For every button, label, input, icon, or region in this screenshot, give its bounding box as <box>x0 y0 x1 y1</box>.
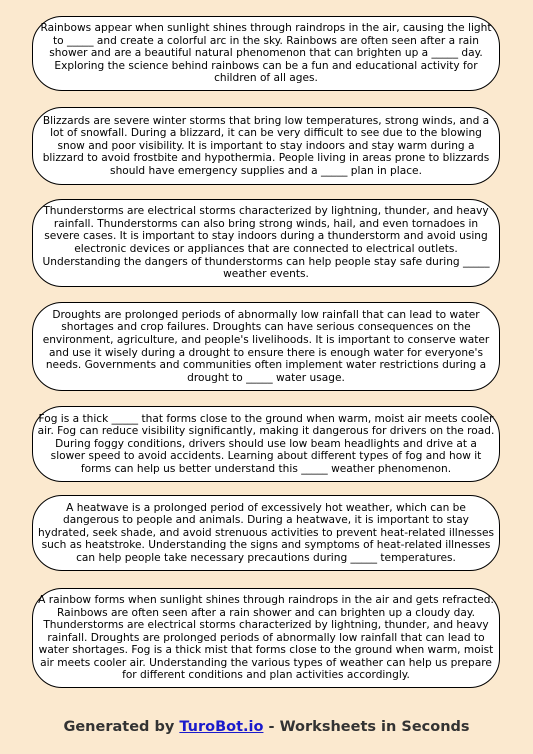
passage-text: Rainbows appear when sunlight shines through raindrops in the air, causing the light to _____ and create a colorful arc in the sky. Rainbows are often seen after a rain shower and are a beautiful natural phenomenon that can brighten up a _____ day. Exploring the science behind rainbows can be a fun and educational activity for children of all ages. <box>40 22 492 85</box>
passage-card-heatwave <box>32 495 500 571</box>
passage-text: A rainbow forms when sunlight shines through raindrops in the air and gets refracted. Rainbows are often seen after a rain shower and can brighten up a cloudy day. Thunderstorms are electrical storms characterized by lightning, thunder, and heavy rainfall. Droughts are prolonged periods of abnormally low rainfall that can lead to water shortages. Fog is a thick mist that forms close to the ground when warm, moist air meets cooler air. Understanding the various types of weather can help us prepare for different conditions and plan activities accordingly. <box>38 593 494 682</box>
passage-text: Blizzards are severe winter storms that bring low temperatures, strong winds, and a lot of snowfall. During a blizzard, it can be very difficult to see due to the blowing snow and poor visibility. It is important to stay indoors and stay warm during a blizzard to avoid frostbite and hypothermia. People living in areas prone to blizzards should have emergency supplies and a _____ plan in place. <box>42 114 490 177</box>
passage-card-summary <box>32 588 500 688</box>
footer-credit <box>0 719 533 735</box>
passage-text: Thunderstorms are electrical storms characterized by lightning, thunder, and heavy rainfall. Thunderstorms can also bring strong winds, hail, and even tornadoes in severe cases. It is important to stay indoors during a thunderstorm and avoid using electronic devices or appliances that are connected to electrical outlets. Understanding the dangers of thunderstorms can help people stay safe during _____ weather events. <box>42 205 490 281</box>
passage-card-rainbows <box>32 16 500 91</box>
turobot-link[interactable]: TuroBot.io <box>179 719 264 735</box>
passage-card-blizzards <box>32 107 500 185</box>
passage-text: Fog is a thick _____ that forms close to the ground when warm, moist air meets cooler air. Fog can reduce visibility significantly, making it dangerous for drivers on the road. During foggy conditions, drivers should use low beam headlights and drive at a slower speed to avoid accidents. Learning about different types of fog and how it forms can help us better understand this _____ weather phenomenon. <box>37 412 495 475</box>
passage-text: Droughts are prolonged periods of abnormally low rainfall that can lead to water shortages and crop failures. Droughts can have serious consequences on the environment, agriculture, and people's livelihoods. It is important to conserve water and use it wisely during a drought to ensure there is enough water for everyone's needs. Governments and communities often implement water restrictions during a drought to _____ water usage. <box>42 308 490 384</box>
footer-suffix: - Worksheets in Seconds <box>263 719 470 735</box>
passage-card-fog <box>32 406 500 482</box>
footer-prefix: Generated by <box>63 719 180 735</box>
passage-text: A heatwave is a prolonged period of excessively hot weather, which can be dangerous to people and animals. During a heatwave, it is important to stay hydrated, seek shade, and avoid strenuous activities to prevent heat-related illnesses such as heatstroke. Understanding the signs and symptoms of heat-related illnesses can help people take necessary precautions during _____ temperatures. <box>37 501 495 564</box>
passage-card-thunderstorms <box>32 199 500 287</box>
passage-card-droughts <box>32 302 500 391</box>
